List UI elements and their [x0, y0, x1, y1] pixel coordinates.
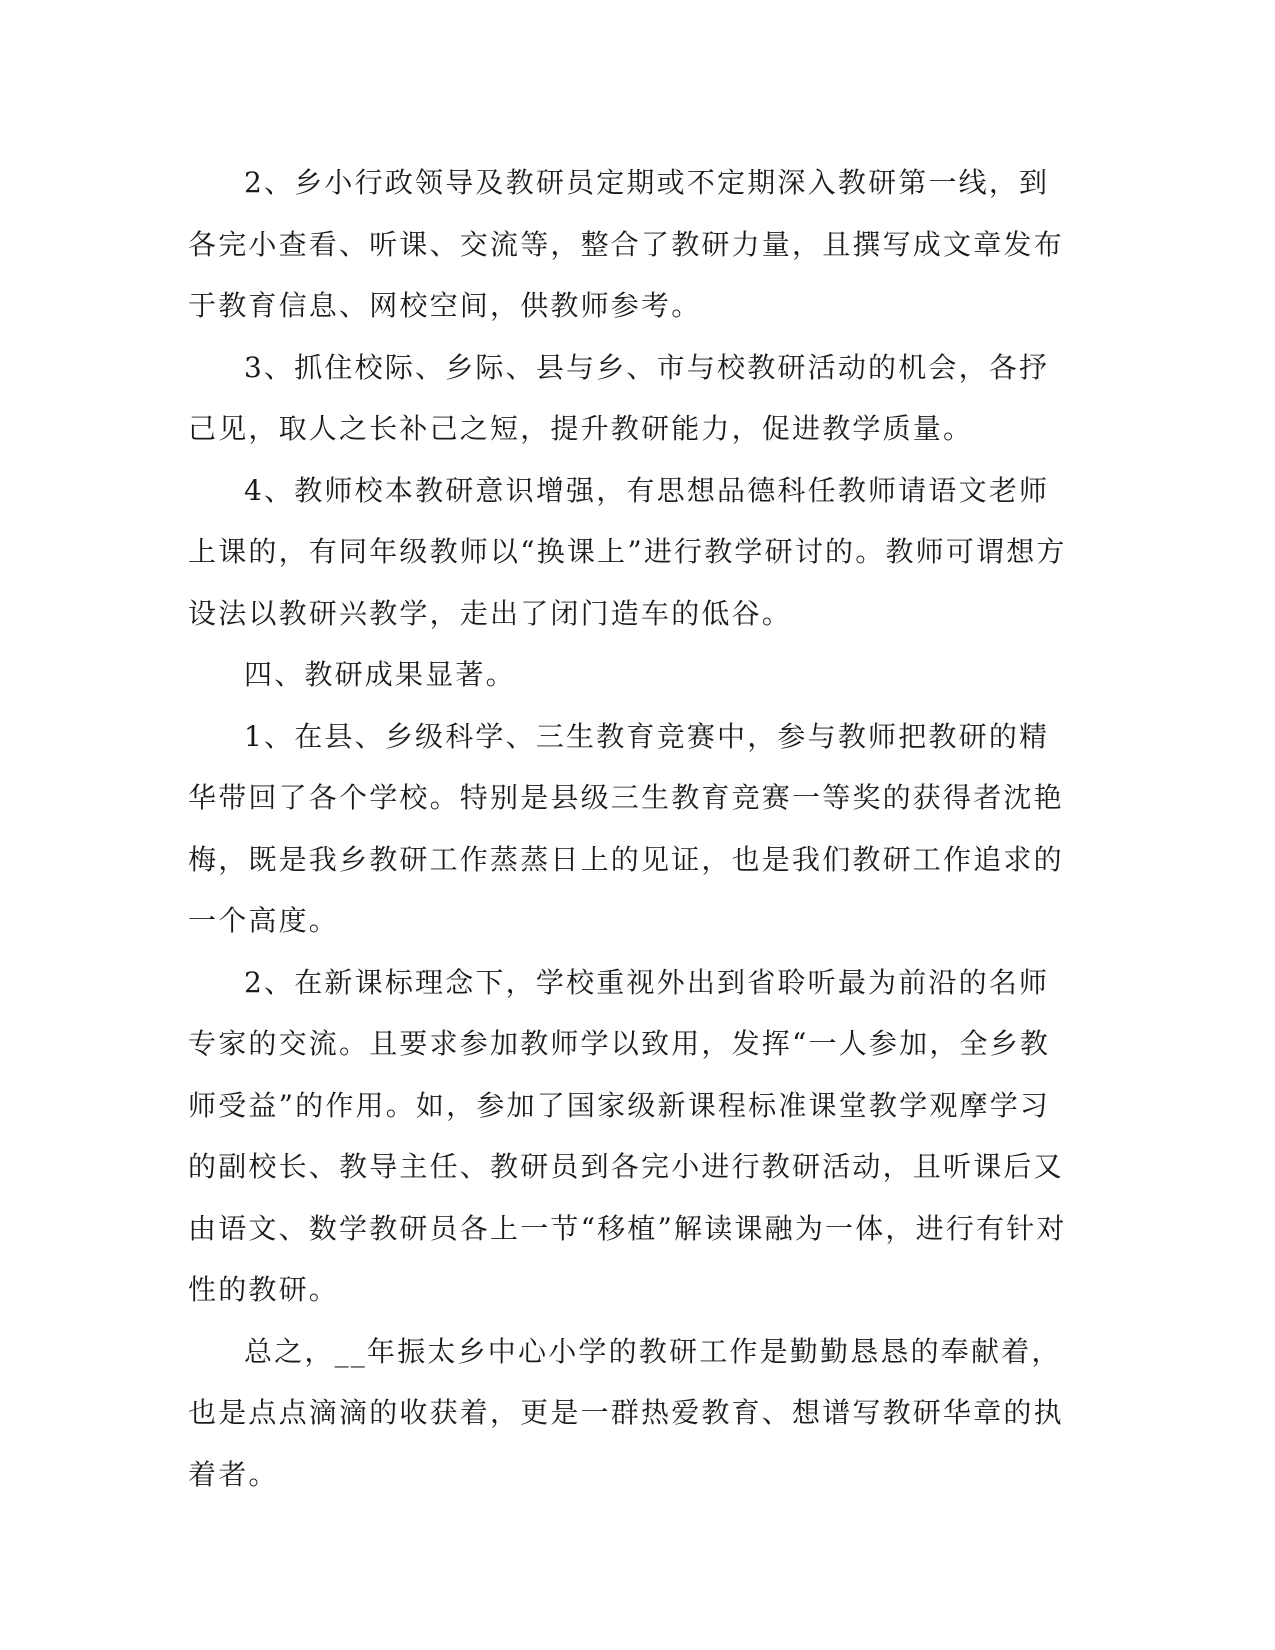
paragraph-item-2: 2、乡小行政领导及教研员定期或不定期深入教研第一线，到各完小查看、听课、交流等，整合了教研力量，且撰写成文章发布于教育信息、网校空间，供教师参考。 — [188, 166, 1064, 322]
paragraph-result-2: 2、在新课标理念下，学校重视外出到省聆听最为前沿的名师专家的交流。且要求参加教师学以致用，发挥“一人参加，全乡教师受益”的作用。如，参加了国家级新课程标准课堂教学观摩学习的副校长、教导主任、教研员到各完小进行教研活动，且听课后又由语文、数学教研员各上一节“移植”解读课融为一体，进行有针对性的教研。 — [188, 965, 1067, 1306]
section-heading-results: 四、教研成果显著。 — [244, 658, 516, 691]
paragraph-conclusion: 总之，__年振太乡中心小学的教研工作是勤勤恳恳的奉献着，也是点点滴滴的收获着，更是一群热爱教育、想谱写教研华章的执着者。 — [188, 1334, 1064, 1491]
paragraph-result-1: 1、在县、乡级科学、三生教育竞赛中，参与教师把教研的精华带回了各个学校。特别是县级三生教育竞赛一等奖的获得者沈艳梅，既是我乡教研工作蒸蒸日上的见证，也是我们教研工作追求的一个高度。 — [188, 719, 1064, 937]
document-body — [188, 152, 1068, 1505]
paragraph-item-4: 4、教师校本教研意识增强，有思想品德科任教师请语文老师上课的，有同年级教师以“换课上”进行教学研讨的。教师可谓想方设法以教研兴教学，走出了闭门造车的低谷。 — [188, 473, 1067, 630]
paragraph-item-3: 3、抓住校际、乡际、县与乡、市与校教研活动的机会，各抒己见，取人之长补己之短，提升教研能力，促进教学质量。 — [188, 350, 1050, 445]
